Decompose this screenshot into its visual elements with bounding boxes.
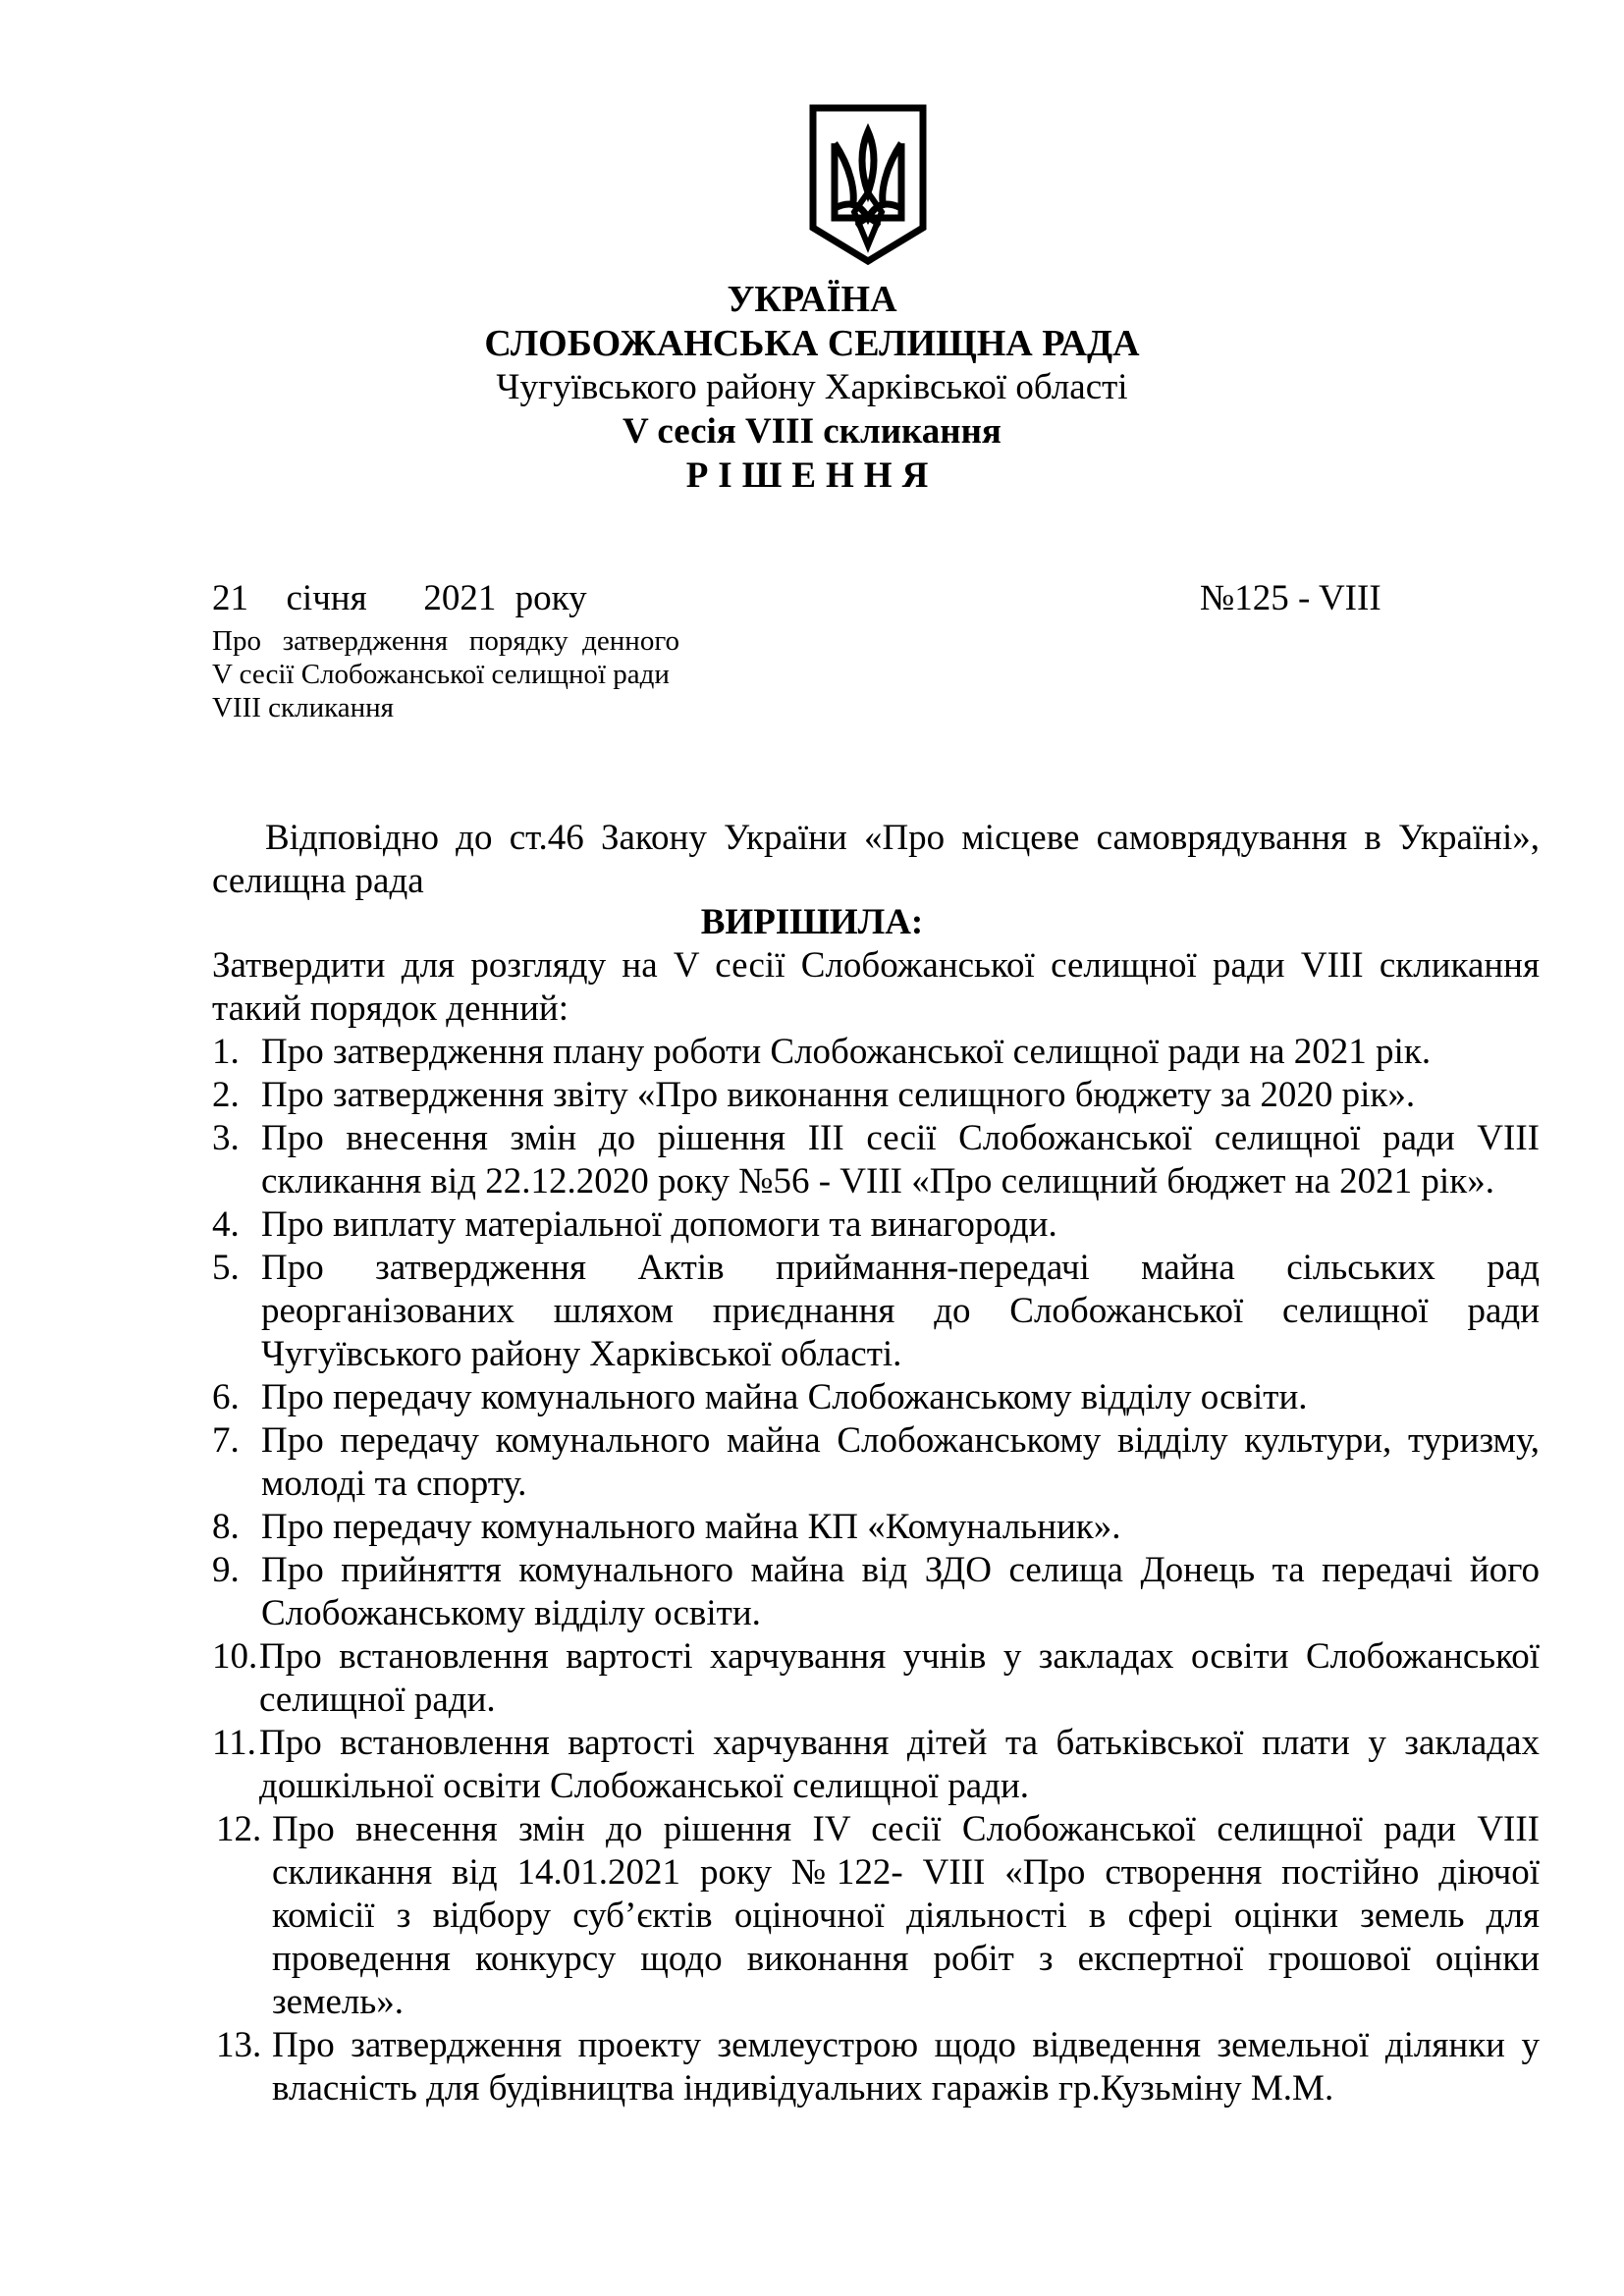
- item-number: 8.: [212, 1507, 240, 1547]
- agenda-item: [212, 1117, 1540, 1203]
- item-text: Про виплату матеріальної допомоги та винагороди.: [261, 1204, 1057, 1245]
- coat-of-arms-icon: [807, 102, 929, 267]
- resolved-heading: ВИРІШИЛА:: [700, 902, 924, 942]
- document-type: РІШЕННЯ: [685, 455, 939, 496]
- item-text: Про внесення змін до рішення ІІІ сесії Слобожанської селищної ради VIII скликання від 22.12.2020 року №56 - VIII «Про селищний бюджет на 2021 рік».: [261, 1118, 1540, 1201]
- item-text: Про внесення змін до рішення IV сесії Слобожанської селищної ради VIII скликання від 14.01.2021 року №122- VIII «Про створення постійно діючої комісії з відбору суб’єктів оціночної діяльності в сфері оцінки земель для проведення конкурсу щодо виконання робіт з експертної грошової оцінки земель».: [272, 1809, 1540, 2022]
- subject-line: VIII скликання: [212, 692, 395, 723]
- item-text: Про затвердження проекту землеустрою щодо відведення земельної ділянки у власність для будівництва індивідуальних гаражів гр.Кузьміну М.М.: [272, 2025, 1540, 2109]
- item-text: Про затвердження звіту «Про виконання селищного бюджету за 2020 рік».: [261, 1075, 1416, 1115]
- item-number: 5.: [212, 1248, 240, 1288]
- intro-line: такий порядок денний:: [212, 988, 568, 1029]
- agenda-item: [212, 1419, 1540, 1506]
- district-subtitle: Чугуївського району Харківської області: [496, 367, 1128, 407]
- agenda-item: [212, 1506, 1540, 1549]
- item-number: 12.: [216, 1809, 262, 1849]
- item-number: 7.: [212, 1420, 240, 1461]
- item-text: Про передачу комунального майна Слобожанському відділу освіти.: [261, 1377, 1308, 1417]
- council-title: СЛОБОЖАНСЬКА СЕЛИЩНА РАДА: [484, 323, 1140, 364]
- item-number: 9.: [212, 1550, 240, 1590]
- agenda-item: [212, 1203, 1540, 1247]
- item-number: 13.: [216, 2025, 262, 2065]
- item-text: Про затвердження Актів приймання-передачі майна сільських рад реорганізованих шляхом приєднання до Слобожанської селищної ради Чугуївського району Харківської області.: [261, 1248, 1540, 1374]
- subject-line: V сесії Слобожанської селищної ради: [212, 659, 670, 690]
- agenda-list: [212, 1031, 1540, 2110]
- agenda-item: [212, 1635, 1540, 1722]
- item-text: Про встановлення вартості харчування учнів у закладах освіти Слобожанської селищної ради.: [259, 1636, 1540, 1720]
- item-text: Про передачу комунального майна Слобожанському відділу культури, туризму, молоді та спорту.: [261, 1420, 1540, 1504]
- preamble: [212, 817, 1540, 903]
- agenda-item: [212, 2024, 1540, 2110]
- decision-date: 21 січня 2021 року: [212, 578, 587, 618]
- item-number: 11.: [212, 1723, 256, 1763]
- item-number: 6.: [212, 1377, 240, 1417]
- decision-number: №125 - VIII: [1200, 578, 1381, 618]
- item-text: Про передачу комунального майна КП «Комунальник».: [261, 1507, 1121, 1547]
- intro-line: Затвердити для розгляду на V сесії Слобожанської селищної ради VIII скликання: [212, 945, 1540, 986]
- item-text: Про прийняття комунального майна від ЗДО селища Донець та передачі його Слобожанському відділу освіти.: [261, 1550, 1540, 1633]
- item-number: 3.: [212, 1118, 240, 1158]
- country-title: УКРАЇНА: [727, 279, 897, 320]
- agenda-item: [212, 1376, 1540, 1419]
- agenda-item: [212, 1549, 1540, 1635]
- item-number: 10.: [212, 1636, 258, 1677]
- preamble-line: Відповідно до ст.46 Закону України «Про місцеве самоврядування в Україні»,: [265, 818, 1540, 858]
- item-number: 1.: [212, 1032, 240, 1072]
- agenda-item: [212, 1722, 1540, 1808]
- session-title: V сесія VIII скликання: [623, 411, 1001, 452]
- subject-line: Про затвердження порядку денного: [212, 625, 679, 657]
- decision-subject: [212, 624, 679, 724]
- item-number: 4.: [212, 1204, 240, 1245]
- agenda-item: [212, 1031, 1540, 1074]
- item-text: Про встановлення вартості харчування дітей та батьківської плати у закладах дошкільної освіти Слобожанської селищної ради.: [259, 1723, 1540, 1806]
- preamble-line: селищна рада: [212, 861, 424, 901]
- agenda-intro: [212, 944, 1540, 1031]
- item-number: 2.: [212, 1075, 240, 1115]
- agenda-item: [212, 1247, 1540, 1376]
- agenda-item: [212, 1074, 1540, 1117]
- item-text: Про затвердження плану роботи Слобожанської селищної ради на 2021 рік.: [261, 1032, 1432, 1072]
- agenda-item: [212, 1808, 1540, 2024]
